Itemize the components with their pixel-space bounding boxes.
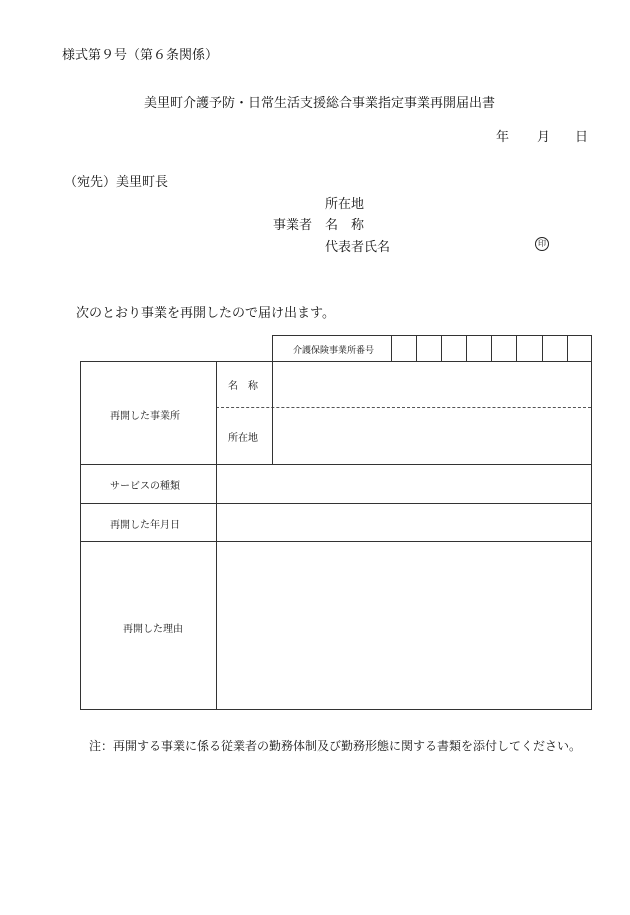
reopened-office-label: 再開した事業所	[110, 411, 180, 422]
date-month: 月	[537, 130, 551, 145]
form-number: 様式第９号（第６条関係）	[62, 48, 219, 63]
service-type-label: サービスの種類	[110, 481, 180, 492]
service-type-field[interactable]	[217, 465, 591, 503]
applicant-rep-label: 代表者氏名	[325, 240, 391, 255]
office-name-label: 名 称	[228, 381, 258, 392]
reopen-date-field[interactable]	[217, 504, 591, 541]
reopen-date-label: 再開した年月日	[110, 520, 180, 531]
footnote: 注：再開する事業に係る従業者の勤務体制及び勤務形態に関する書類を添付してください。	[89, 739, 582, 753]
office-name-field[interactable]	[273, 362, 591, 407]
addressee: （宛先）美里町長	[64, 175, 169, 190]
seal-mark: 印	[535, 237, 549, 251]
date-year: 年	[496, 130, 510, 145]
intro-text: 次のとおり事業を再開したので届け出ます。	[76, 306, 335, 321]
reopen-reason-field[interactable]	[217, 542, 591, 709]
office-address-label: 所在地	[228, 433, 258, 444]
applicant-address-label: 所在地	[325, 197, 365, 212]
form-title: 美里町介護予防・日常生活支援総合事業指定事業再開届出書	[144, 96, 496, 111]
applicant-name-label: 名 称	[325, 218, 365, 233]
office-number-label: 介護保険事業所番号	[293, 346, 375, 356]
applicant-group-label: 事業者	[273, 218, 313, 233]
date-day: 日	[575, 130, 589, 145]
office-address-field[interactable]	[273, 409, 591, 464]
reopen-reason-label: 再開した理由	[123, 624, 183, 635]
